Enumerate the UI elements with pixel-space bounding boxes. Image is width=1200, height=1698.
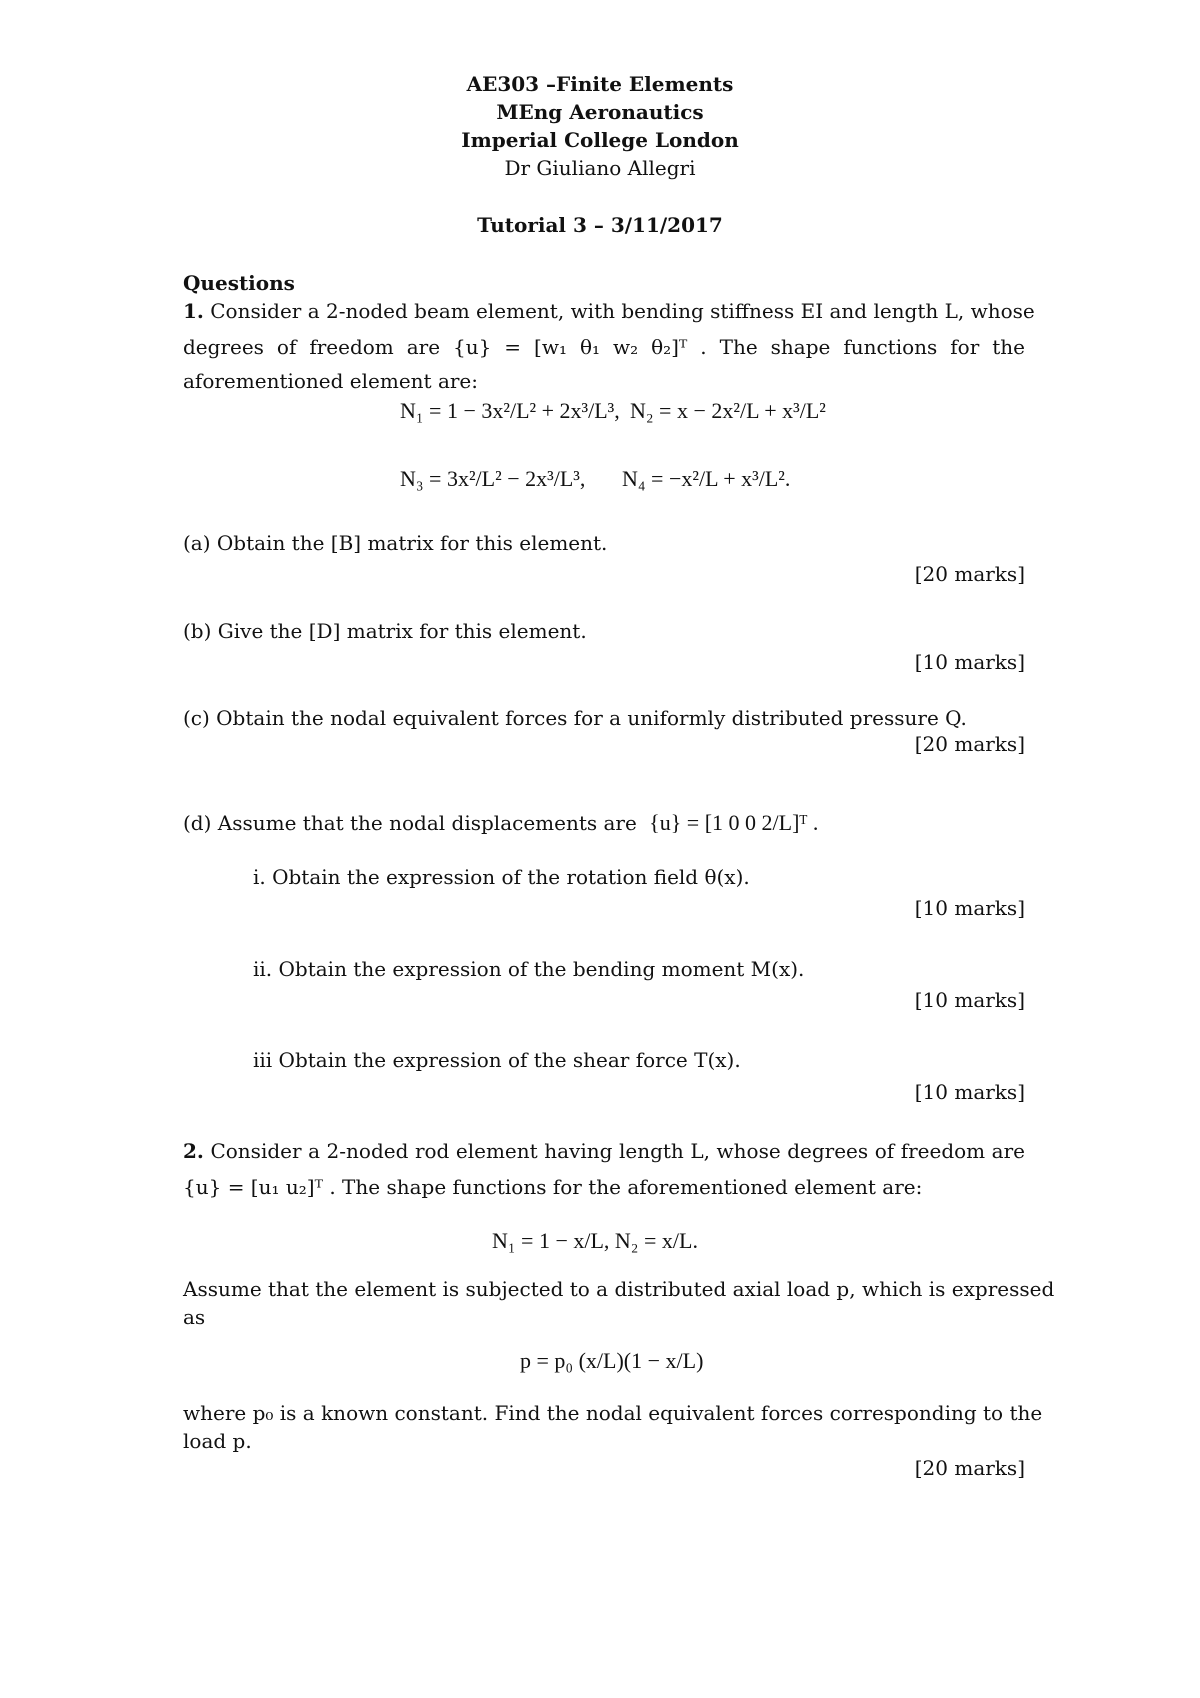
q2-line5: where p₀ is a known constant. Find the nodal equivalent forces corresponding to the [183,1401,1043,1425]
q1-part-a-marks: [20 marks] [914,562,1025,586]
q2-marks: [20 marks] [914,1456,1025,1480]
q1-part-b-marks: [10 marks] [914,650,1025,674]
eq-shape-n3: N₃ = 3x²/L² − 2x³/L³, [400,466,586,491]
tutorial-title: Tutorial 3 – 3/11/2017 [477,213,723,237]
eq-shape-n2: N₂ = x − 2x²/L + x³/L² [630,398,826,423]
course-title: AE303 –Finite Elements [466,72,734,96]
q1-line3: aforementioned element are: [183,369,478,393]
q2-line3: Assume that the element is subjected to a distributed axial load p, which is expressed [183,1277,1055,1301]
q1-line1 [183,298,1035,324]
eq-shape-n1: N₁ = 1 − 3x²/L² + 2x³/L³, [400,398,620,423]
q1-part-c-marks: [20 marks] [914,732,1025,756]
q1-number: 1. [183,299,204,323]
q1-part-d-iii: iii Obtain the expression of the shear force T(x). [253,1048,741,1072]
q1-part-d-i-marks: [10 marks] [914,896,1025,920]
q1-part-b: (b) Give the [D] matrix for this element. [183,619,587,643]
eq-axial-load: p = p₀ (x/L)(1 − x/L) [520,1348,704,1373]
q2-line1-text: Consider a 2-noded rod element having length L, whose degrees of freedom are [210,1139,1026,1163]
q1-part-c: (c) Obtain the nodal equivalent forces for a uniformly distributed pressure Q. [183,706,967,730]
q1-part-a: (a) Obtain the [B] matrix for this element. [183,531,608,555]
q2-line2: {u} = [u₁ u₂]ᵀ . The shape functions for the aforementioned element are: [183,1175,923,1199]
eq-shape-n4: N₄ = −x²/L + x³/L². [622,466,791,491]
questions-heading: Questions [183,271,295,295]
q2-line4: as [183,1305,206,1329]
programme: MEng Aeronautics [496,100,704,124]
q2-number: 2. [183,1139,204,1163]
lecturer: Dr Giuliano Allegri [504,156,696,180]
q1-part-d-text: (d) Assume that the nodal displacements are [183,811,637,835]
q1-part-d-i: i. Obtain the expression of the rotation field θ(x). [253,865,750,889]
q2-line1 [183,1138,1025,1164]
q1-part-d [183,810,1025,836]
q1-part-d-iii-marks: [10 marks] [914,1080,1025,1104]
q1-part-d-vector: {u} = [1 0 0 2/L]ᵀ . [649,810,819,835]
q1-line2: degrees of freedom are {u} = [w₁ θ₁ w₂ θ₂]ᵀ . The shape functions for the [183,335,1025,359]
q2-line6: load p. [183,1429,252,1453]
institution: Imperial College London [461,128,739,152]
q1-part-d-ii: ii. Obtain the expression of the bending moment M(x). [253,957,805,981]
q1-line1-text: Consider a 2-noded beam element, with bending stiffness EI and length L, whose [210,299,1035,323]
q1-part-d-ii-marks: [10 marks] [914,988,1025,1012]
eq-rod-shape: N₁ = 1 − x/L, N₂ = x/L. [492,1228,698,1253]
